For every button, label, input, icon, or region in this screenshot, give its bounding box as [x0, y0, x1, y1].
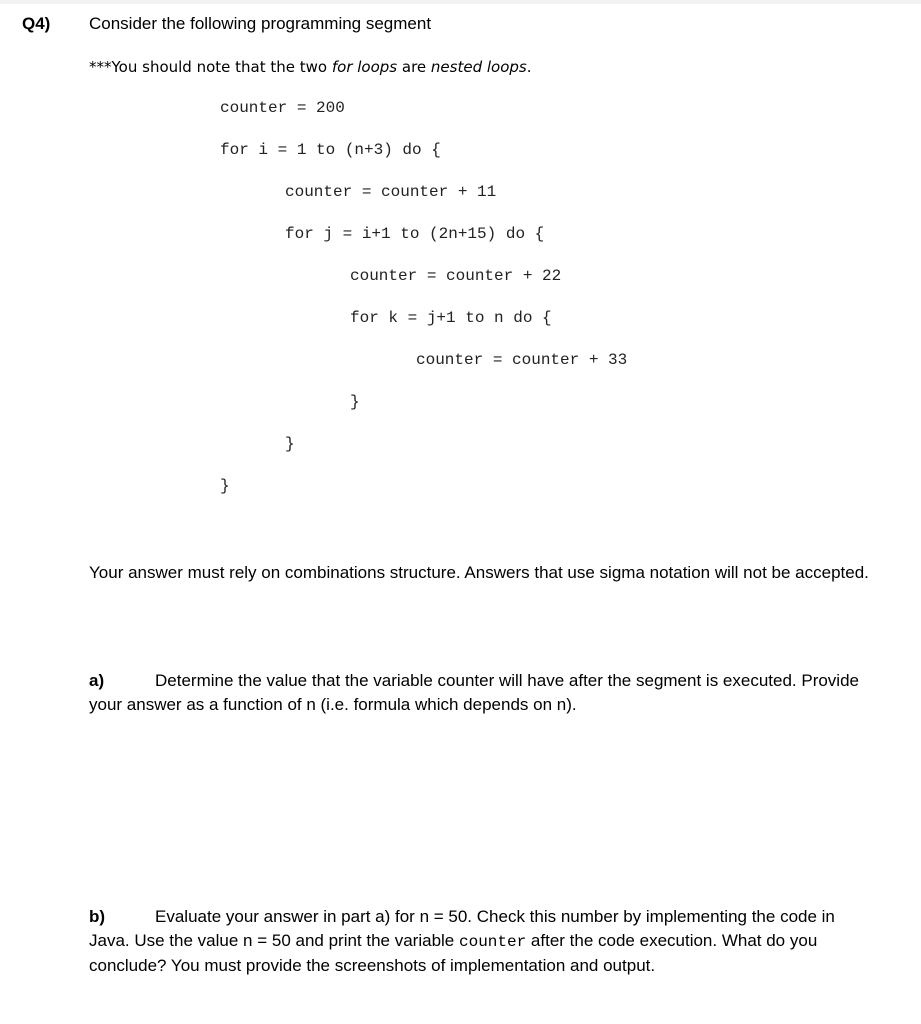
code-close-brace-i: }	[220, 477, 230, 495]
code-line-counter-add-22: counter = counter + 22	[350, 267, 562, 285]
code-close-brace-j: }	[285, 435, 295, 453]
question-title: Consider the following programming segment	[89, 14, 432, 33]
top-divider	[0, 0, 921, 4]
question-label: Q4)	[22, 14, 51, 33]
code-close-brace-k: }	[350, 393, 360, 411]
nested-loops-note	[89, 58, 532, 76]
part-b-code-word: counter	[458, 933, 527, 951]
note-suffix: .	[526, 58, 532, 76]
note-emphasis-for-loops: for loops	[331, 58, 398, 76]
part-b	[89, 905, 879, 978]
part-b-text-after: after the code execution. What do you conclude? You must provide the screenshots of implementation and output.	[89, 931, 818, 975]
part-a	[89, 669, 879, 717]
code-line-counter-init: counter = 200	[220, 99, 345, 117]
code-line-counter-add-33: counter = counter + 33	[416, 351, 628, 369]
part-a-text: Determine the value that the variable counter will have after the segment is executed. Provide your answer as a function of n (i.e. formula which depends on n).	[89, 671, 859, 714]
code-line-counter-add-11: counter = counter + 11	[285, 183, 497, 201]
note-prefix: ***You should note that the two	[89, 58, 332, 76]
part-a-label: a)	[89, 671, 105, 690]
code-line-for-j: for j = i+1 to (2n+15) do {	[285, 225, 545, 243]
code-line-for-k: for k = j+1 to n do {	[350, 309, 552, 327]
instruction-text: Your answer must rely on combinations structure. Answers that use sigma notation will not be accepted.	[89, 563, 869, 582]
note-emphasis-nested-loops: nested loops	[430, 58, 527, 76]
note-middle: are	[397, 58, 431, 76]
part-b-text-before: Evaluate your answer in part a) for n = 50. Check this number by implementing the code in Java. Use the value n = 50 and print the variable	[89, 907, 835, 950]
part-b-label: b)	[89, 907, 106, 926]
code-line-for-i: for i = 1 to (n+3) do {	[220, 141, 441, 159]
